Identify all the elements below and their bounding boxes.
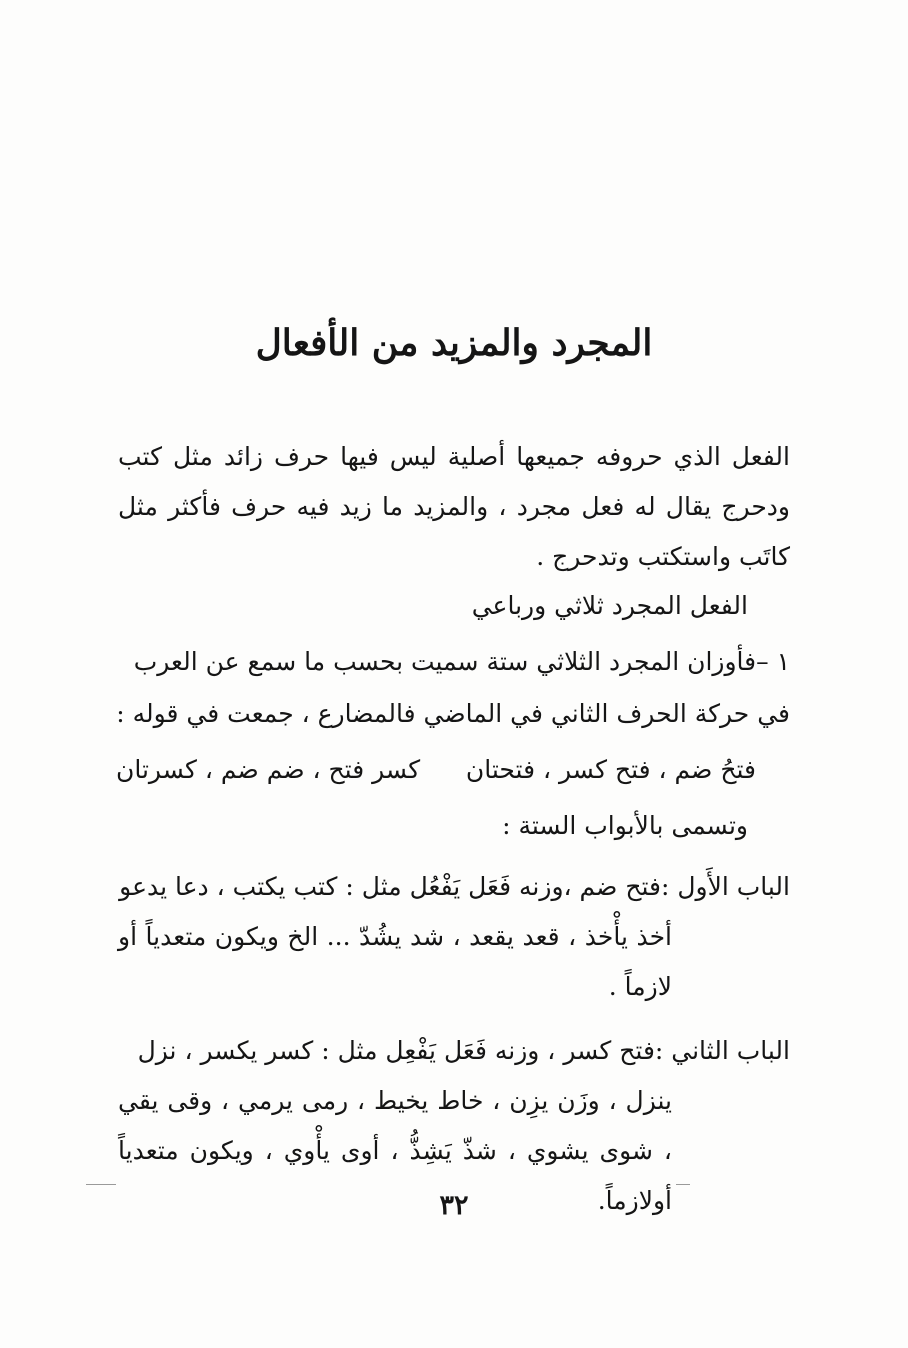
bab-second-line: الباب الثاني :فتح كسر ، وزنه فَعَل يَفْعِل مثل : كسر يكسر ، نزل (137, 1036, 790, 1065)
bab-first (118, 862, 790, 1012)
bab-second-continuation: ينزل ، وزَن يزِن ، خاط يخيط ، رمى يرمي ، وقى يقي ، شوى يشوي ، شذّ يَشِذُّ ، أوى يأْوي ، ويكون متعدياً أولازماً. (118, 1086, 672, 1215)
intro-paragraph: الفعل الذي حروفه جميعها أصلية ليس فيها حرف زائد مثل كتب ودحرج يقال له فعل مجرد ، والمزيد ما زيد فيه حرف فأكثر مثل كاتَب واستكتب وتدحرج . (118, 442, 790, 571)
scan-mark-right (676, 1184, 690, 1185)
thulathi-line-1: ١ –فأوزان المجرد الثلاثي ستة سميت بحسب ما سمع عن العرب (133, 647, 790, 676)
page-title: المجرد والمزيد من الأفعال (255, 322, 653, 364)
scan-mark-left (86, 1184, 116, 1185)
page-number: ٣٢ (439, 1190, 469, 1221)
division-paragraph: الفعل المجرد ثلاثي ورباعي (471, 591, 748, 620)
bab-first-line: الباب الأَول :فتح ضم ،وزنه فَعَل يَفْعُل مثل : كتب يكتب ، دعا يدعو (119, 872, 790, 901)
bab-first-continuation: أخذ يأْخذ ، قعد يقعد ، شد يشُدّ ... الخ ويكون متعدياً أو لازماً . (118, 922, 672, 1001)
verse-hemistich-1: فتحُ ضم ، فتح كسر ، فتحتان (465, 755, 756, 784)
verse-hemistich-2: كسر فتح ، ضم ضم ، كسرتان (116, 755, 421, 784)
naming-paragraph: وتسمى بالأبواب الستة : (502, 811, 748, 840)
thulathi-line-2: في حركة الحرف الثاني في الماضي فالمضارع ، جمعت في قوله : (116, 699, 790, 728)
verse-meters (116, 750, 756, 790)
